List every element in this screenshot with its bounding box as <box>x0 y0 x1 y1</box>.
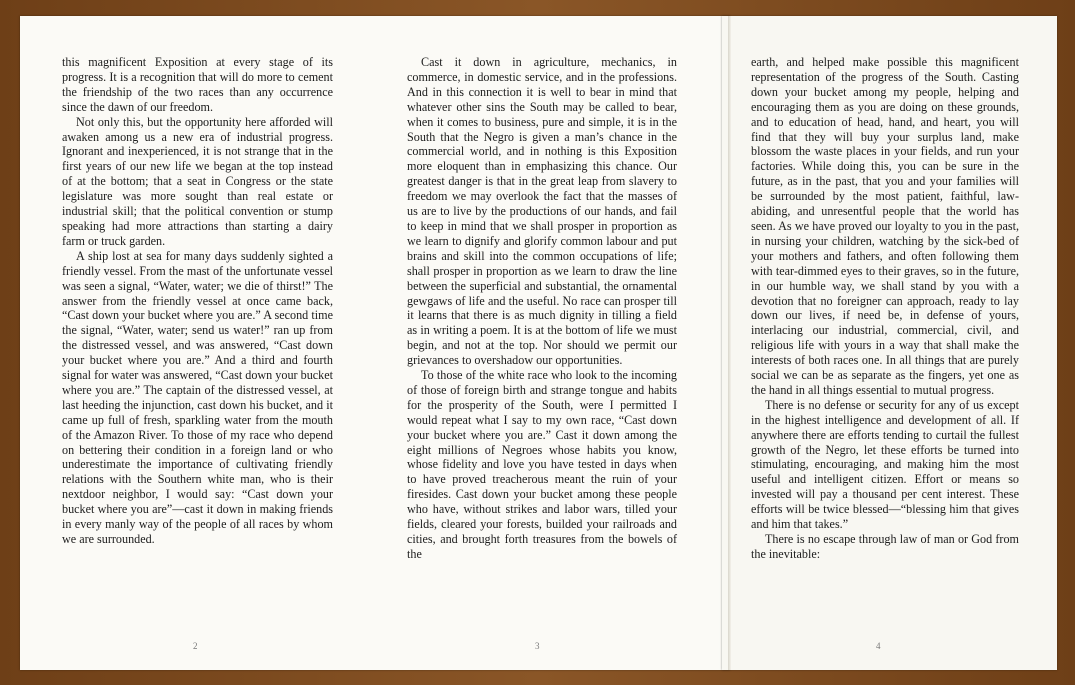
paragraph: Not only this, but the opportunity here afforded will awaken among us a new era of industrial progress. Ignorant and inexperienced, it is not strange that in the first years of our new life we began at the top instead of at the bottom; that a seat in Congress or the state legislature was more sought than real estate or industrial skill; that the political convention or stump speaking had more attractions than starting a dairy farm or truck garden. <box>62 114 333 248</box>
page-number: 2 <box>193 641 198 651</box>
page-number: 3 <box>535 641 540 651</box>
paragraph: A ship lost at sea for many days suddenly sighted a friendly vessel. From the mast of the unfortunate vessel was seen a signal, “Water, water; we die of thirst!” The answer from the friendly vessel at once came back, “Cast down your bucket where you are.” A second time the signal, “Water, water; send us water!” ran up from the distressed vessel, and was answered, “Cast down your bucket where you are.” And a third and fourth signal for water was answered, “Cast down your bucket where you are.” The captain of the distressed vessel, at last heeding the injunction, cast down his bucket, and it came up full of fresh, sparkling water from the mouth of the Amazon River. To those of my race who depend on bettering their condition in a foreign land or who underestimate the importance of cultivating friendly relations with the Southern white man, who is their nextdoor neighbor, I would say: “Cast down your bucket where you are”—cast it down in making friends in every manly way of the people of all races by whom we are surrounded. <box>62 248 333 546</box>
paragraph: Cast it down in agriculture, mechanics, in commerce, in domestic service, and in the professions. And in this connection it is well to bear in mind that whatever other sins the South may be called to bear, when it comes to business, pure and simple, it is in the South that the Negro is given a man’s chance in the commercial world, and in nothing is this Exposition more eloquent than in emphasizing this chance. Our greatest danger is that in the great leap from slavery to freedom we may overlook the fact that the masses of us are to live by the productions of our hands, and fail to keep in mind that we shall prosper in proportion as we learn to dignify and glorify common labour and put brains and skill into the common occupations of life; shall prosper in proportion as we learn to draw the line between the superficial and substantial, the ornamental gewgaws of life and the useful. No race can prosper till it learns that there is as much dignity in tilling a field as in writing a poem. It is at the bottom of life we must begin, and not at the top. Nor should we permit our grievances to overshadow our opportunities. <box>407 55 677 368</box>
paragraph: earth, and helped make possible this magnificent representation of the progress of the South. Casting down your bucket among my people, helping and encouraging them as you are doing on these grounds, and to education of head, hand, and heart, you will find that they will buy your surplus land, make blossom the waste places in your fields, and run your factories. While doing this, you can be sure in the future, as in the past, that you and your families will be surrounded by the most patient, faithful, law-abiding, and unresentful people that the world has seen. As we have proved our loyalty to you in the past, in nursing your children, watching by the sick-bed of your mothers and fathers, and often following them with tear-dimmed eyes to their graves, so in the future, in our humble way, we shall stand by you with a devotion that no foreigner can approach, ready to lay down our lives, if need be, in defense of yours, interlacing our industrial, commercial, civil, and religious life with yours in a way that shall make the interests of both races one. In all things that are purely social we can be as separate as the fingers, yet one as the hand in all things essential to mutual progress. <box>751 55 1019 397</box>
page-4-text <box>751 55 1019 640</box>
page-fold <box>728 16 731 670</box>
paragraph: this magnificent Exposition at every stage of its progress. It is a recognition that will do more to cement the friendship of the two races than any occurrence since the dawn of our freedom. <box>62 55 333 114</box>
paragraph: To those of the white race who look to the incoming of those of foreign birth and strange tongue and habits for the prosperity of the South, were I permitted I would repeat what I say to my own race, “Cast down your bucket where you are.” Cast it down among the eight millions of Negroes whose habits you know, whose fidelity and love you have tested in days when to have proved treacherous meant the ruin of your firesides. Cast down your bucket among these people who have, without strikes and labor wars, tilled your fields, cleared your forests, builded your railroads and cities, and brought forth treasures from the bowels of the <box>407 368 677 561</box>
page-2-text <box>62 55 333 640</box>
paragraph: There is no defense or security for any of us except in the highest intelligence and development of all. If anywhere there are efforts tending to curtail the fullest growth of the Negro, let these efforts be turned into stimulating, encouraging, and making him the most useful and intelligent citizen. Effort or means so invested will pay a thousand per cent interest. These efforts will be twice blessed—“blessing him that gives and him that takes.” <box>751 397 1019 532</box>
paragraph: There is no escape through law of man or God from the inevitable: <box>751 532 1019 561</box>
page-number: 4 <box>876 641 881 651</box>
page-3-text <box>407 55 677 640</box>
